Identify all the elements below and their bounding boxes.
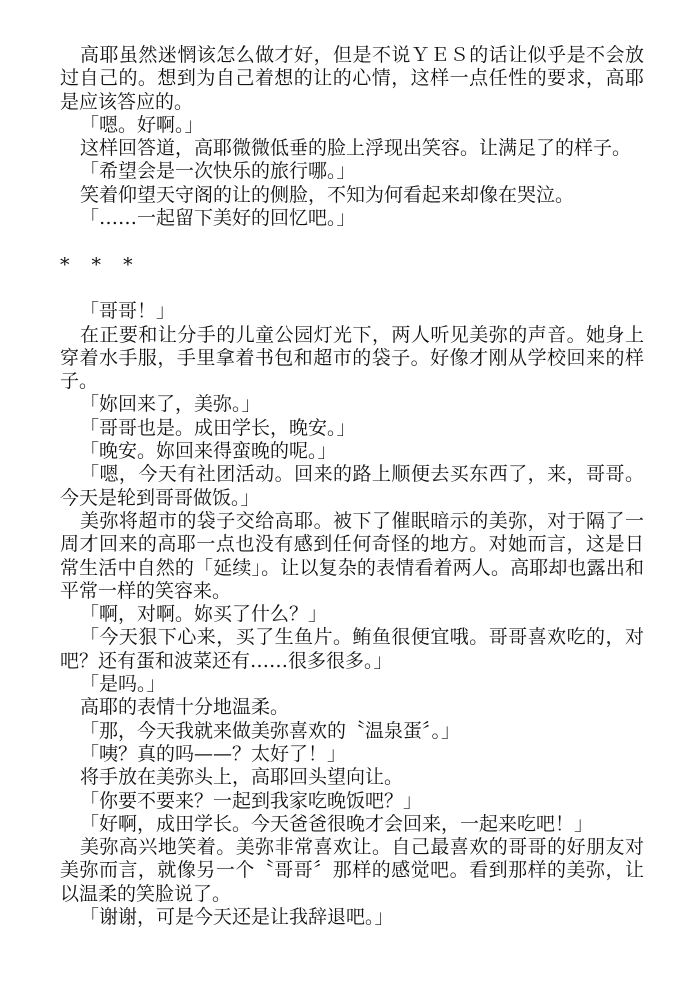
- dialogue-line: 「是吗。」: [80, 673, 166, 696]
- narration-paragraph: 这样回答道，高耶微微低垂的脸上浮现出笑容。让满足了的样子。: [80, 137, 632, 160]
- blank-line: [60, 277, 644, 300]
- dialogue-line: 「你要不要来？一起到我家吃晚饭吧？」: [80, 789, 423, 812]
- narration-paragraph: 高耶虽然迷惘该怎么做才好，但是不说ＹＥＳ的话让似乎是不会放过自己的。想到为自己着想的让的心情，这样一点任性的要求，高耶是应该答应的。: [60, 44, 644, 113]
- dialogue-line: 「晚安。妳回来得蛮晚的呢。」: [80, 440, 337, 463]
- narration-paragraph: 高耶的表情十分地温柔。: [80, 696, 290, 719]
- narration-paragraph: 将手放在美弥头上，高耶回头望向让。: [80, 766, 404, 789]
- dialogue-line: 「那，今天我就来做美弥喜欢的〝温泉蛋〞。」: [80, 719, 461, 742]
- dialogue-line: 「嗯。好啊。」: [80, 113, 204, 136]
- dialogue-line: 「咦？真的吗——？太好了！」: [80, 742, 347, 765]
- scene-separator: * * *: [60, 253, 141, 276]
- dialogue-line: 「……一起留下美好的回忆吧。」: [80, 207, 356, 230]
- narration-paragraph: 美弥将超市的袋子交给高耶。被下了催眠暗示的美弥，对于隔了一周才回来的高耶一点也没有感到任何奇怪的地方。对她而言，这是日常生活中自然的「延续」。让以复杂的表情看着两人。高耶却也露出和平常一样的笑容来。: [60, 509, 644, 602]
- dialogue-line: 「今天狠下心来，买了生鱼片。鲔鱼很便宜哦。哥哥喜欢吃的，对吧？还有蛋和波菜还有……很多很多。」: [60, 626, 644, 672]
- dialogue-line: 「谢谢，可是今天还是让我辞退吧。」: [80, 905, 394, 928]
- novel-page: [60, 44, 644, 929]
- dialogue-line: 「哥哥也是。成田学长，晚安。」: [80, 416, 356, 439]
- narration-paragraph: 美弥高兴地笑着。美弥非常喜欢让。自己最喜欢的哥哥的好朋友对美弥而言，就像另一个〝哥哥〞那样的感觉吧。看到那样的美弥，让以温柔的笑脸说了。: [60, 836, 644, 905]
- dialogue-line: 「妳回来了，美弥。」: [80, 393, 261, 416]
- narration-paragraph: 笑着仰望天守阁的让的侧脸，不知为何看起来却像在哭泣。: [80, 183, 575, 206]
- dialogue-line: 「啊，对啊。妳买了什么？」: [80, 603, 328, 626]
- dialogue-line: 「好啊，成田学长。今天爸爸很晚才会回来，一起来吃吧！」: [80, 812, 594, 835]
- blank-line: [60, 230, 644, 253]
- narration-paragraph: 在正要和让分手的儿童公园灯光下，两人听见美弥的声音。她身上穿着水手服，手里拿着书包和超市的袋子。好像才刚从学校回来的样子。: [60, 323, 644, 393]
- dialogue-line: 「哥哥！」: [80, 300, 176, 323]
- dialogue-line: 「希望会是一次快乐的旅行哪。」: [80, 160, 356, 183]
- dialogue-line: 「嗯，今天有社团活动。回来的路上顺便去买东西了，来，哥哥。今天是轮到哥哥做饭。」: [60, 463, 644, 509]
